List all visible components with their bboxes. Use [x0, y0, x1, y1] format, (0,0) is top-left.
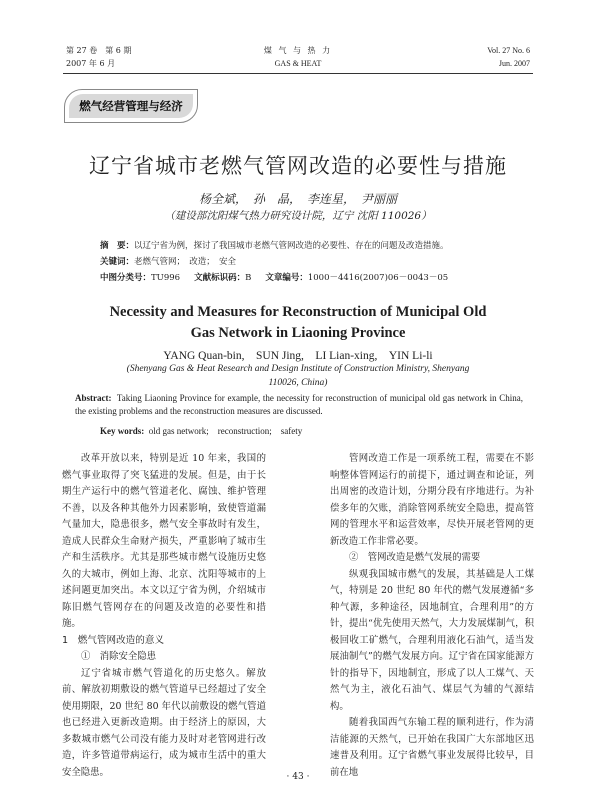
subsection-heading: ① 消除安全隐患 [81, 651, 157, 662]
keywords-cn [100, 256, 236, 268]
section-badge-label: 燃气经营管理与经济 [69, 94, 193, 118]
clc-value: TU996 [151, 273, 181, 283]
doc-code-label: 文献标识码： [194, 273, 246, 283]
article-title-cn: 辽宁省城市老燃气管网改造的必要性与措施 [89, 154, 507, 178]
abstract-en-label: Abstract: [75, 393, 112, 403]
keywords-cn-label: 关键词： [100, 257, 135, 267]
body-column-left [62, 451, 266, 781]
subsection-heading: ② 管网改造是燃气发展的需要 [349, 552, 481, 563]
body-paragraph: 改革开放以来，特别是近 10 年来，我国的燃气事业取得了突飞猛进的发展。但是，由于长期生产运行中的燃气管道老化、腐蚀、维护管理不善，以及各种其他外力因素影响，致使管道漏气量加大，隐患很多，燃气安全事故时有发生，造成人民群众生命财产损失，严重影响了城市生产和生活秩序。尤其是那些城市燃气设施历史悠久的大城市，例如上海、北京、沈阳等城市的上述问题更加突出。本文以辽宁省为例，介绍城市陈旧燃气管网存在的问题及改造的必要性和措施。 [62, 453, 266, 629]
article-title-en [0, 302, 596, 344]
abstract-en-text: Taking Liaoning Province for example, the necessity for reconstruction of municipal old gas network in China, the existing problems and the reconstruction measures are discussed. [75, 393, 524, 416]
body-paragraph: 纵观我国城市燃气的发展，其基础是人工煤气，特别是 20 世纪 80 年代的燃气发展遵循“多种气源，多种途径，因地制宜，合理利用”的方针，提出“优先使用天然气，大力发展煤制气，积极回收工矿燃气，合理利用液化石油气，适当发展油制气”的燃气发展方向。辽宁省在国家能源方针的指导下，因地制宜，形成了以人工煤气、天然气为主，液化石油气、煤层气为辅的气源结构。 [330, 568, 534, 712]
abstract-en [75, 392, 523, 418]
abstract-cn [100, 240, 449, 252]
abstract-cn-label: 摘 要： [100, 241, 135, 251]
body-paragraph: 随着我国西气东输工程的顺利进行，作为清洁能源的天然气，已开始在我国广大东部地区迅速普及利用。辽宁省燃气事业发展得比较早，目前在地 [330, 717, 534, 778]
keywords-en-label: Key words: [100, 426, 145, 436]
issue-date-en: Jun. 2007 [498, 59, 530, 68]
authors-en: YANG Quan-bin, SUN Jing, LI Lian-xing, YIN Li-li [163, 350, 433, 362]
doc-code-value: B [245, 273, 252, 283]
affiliation-en-line2: 110026, China) [268, 378, 328, 388]
section-heading: 1 燃气管网改造的意义 [62, 634, 165, 646]
body-paragraph: 管网改造工作是一项系统工程，需要在不影响整体管网运行的前提下，通过调查和论证，列出周密的改造计划，分期分段有序地进行。为补偿多年的欠账，消除管网系统安全隐患，提高管网的管理水平和运营效率，尽快开展老管网的更新改造工作非常必要。 [330, 453, 534, 547]
clc-label: 中图分类号： [100, 273, 152, 283]
article-id-value: 1000－4416(2007)06－0043－05 [307, 273, 449, 283]
issue-date: 2007 年 6 月 [66, 59, 116, 68]
keywords-cn-text: 老燃气管网； 改造； 安全 [134, 257, 237, 267]
affiliation-en [60, 362, 536, 390]
authors-cn: 杨全斌， 孙 晶， 李连星， 尹丽丽 [198, 192, 397, 206]
volume-issue: 第 27 卷 第 6 期 [66, 46, 132, 55]
title-en-line2: Gas Network in Liaoning Province [190, 325, 406, 341]
page-number: · 43 · [286, 772, 310, 782]
affiliation-cn: （建设部沈阳煤气热力研究设计院，辽宁 沈阳 110026） [164, 210, 432, 222]
abstract-cn-text: 以辽宁省为例，探讨了我国城市老燃气管网改造的必要性、存在的问题及改造措施。 [134, 241, 449, 251]
keywords-en-text: old gas network; reconstruction; safety [148, 426, 303, 436]
affiliation-en-line1: (Shenyang Gas & Heat Research and Design Institute of Construction Ministry, Shenyang [126, 364, 470, 374]
body-paragraph: 辽宁省城市燃气管道化的历史悠久。解放前、解放初期敷设的燃气管道早已经超过了安全使用期限，20 世纪 80 年代以前敷设的燃气管道也已经进入更新改造期。由于经济上的原因，大多数城市燃气公司没有能力及时对老管网进行改造，许多管道带病运行，成为城市生活中的重大安全隐患。 [62, 667, 266, 778]
body-column-right [330, 451, 534, 781]
header-rule [63, 73, 533, 74]
running-header-right [487, 44, 530, 70]
keywords-en [100, 424, 302, 437]
section-badge [64, 89, 198, 123]
article-id-label: 文章编号： [265, 273, 308, 283]
volume-issue-en: Vol. 27 No. 6 [487, 46, 530, 55]
title-en-line1: Necessity and Measures for Reconstruction of Municipal Old [109, 304, 487, 320]
journal-name-cn: 煤 气 与 热 力 [263, 46, 333, 55]
classification-line [100, 272, 448, 284]
journal-name-en: GAS & HEAT [274, 59, 322, 68]
